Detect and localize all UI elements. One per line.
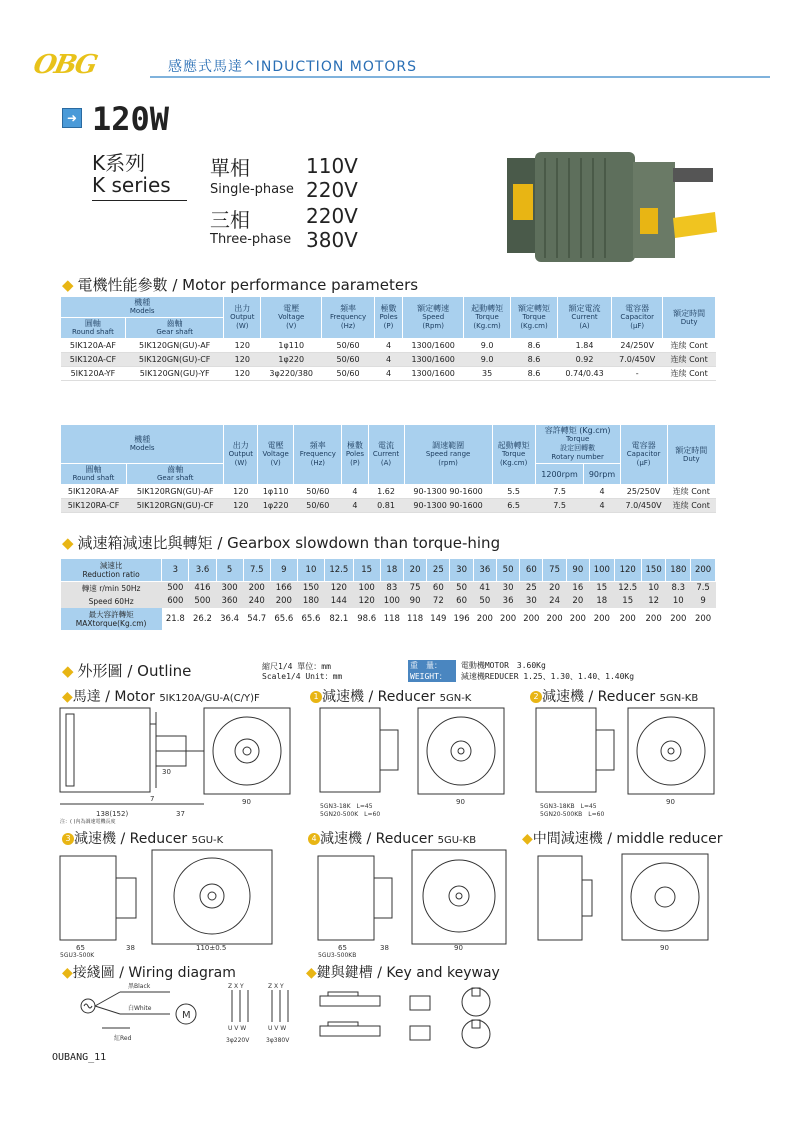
svg-text:110±0.5: 110±0.5 bbox=[196, 944, 227, 952]
svg-text:Z X Y: Z X Y bbox=[228, 983, 244, 990]
reducer2-label: 2 減速機 / Reducer 5GN-KB bbox=[530, 686, 698, 706]
motor-label: ◆馬達 / Motor 5IK120A/GU-A(C/Y)F bbox=[62, 689, 260, 705]
reducer4-drawing bbox=[308, 846, 518, 958]
weight-box: 重 量： 電動機MOTOR 3.60Kg WEIGHT： 減速機REDUCER 1.25、1.30、1.40、1.40Kg bbox=[410, 661, 635, 681]
svg-text:5GU3-500K: 5GU3-500K bbox=[60, 952, 95, 958]
ratio-cell: 120 bbox=[353, 595, 380, 608]
page-footer: OUBANG_11 bbox=[52, 1052, 107, 1063]
ratio-cell: 30 bbox=[496, 582, 519, 596]
ratio-cell: 180 bbox=[666, 559, 691, 582]
ratio-cell: 36.4 bbox=[220, 613, 240, 624]
key-diagram bbox=[310, 982, 510, 1052]
ratio-cell: 20 bbox=[543, 582, 566, 596]
svg-text:注：( )內為調速電機長度: 注：( )內為調速電機長度 bbox=[60, 819, 116, 824]
ratio-cell: 26.2 bbox=[193, 613, 212, 624]
ratio-cell: 21.8 bbox=[165, 613, 185, 624]
svg-text:65: 65 bbox=[76, 944, 85, 952]
svg-text:90: 90 bbox=[666, 798, 675, 806]
svg-text:90: 90 bbox=[454, 944, 463, 952]
reducer4-label: 4 減速機 / Reducer 5GU-KB bbox=[308, 828, 476, 848]
ratio-cell: 360 bbox=[216, 595, 243, 608]
svg-text:38: 38 bbox=[126, 944, 135, 952]
ratio-cell: 5 bbox=[216, 559, 243, 582]
ratio-cell: 200 bbox=[569, 613, 586, 624]
three-cn: 三相 bbox=[210, 208, 250, 232]
ratio-cell: 9 bbox=[270, 559, 297, 582]
ratio-cell: 18 bbox=[380, 559, 403, 582]
ratio-cell: 10 bbox=[641, 582, 666, 596]
reducer3-label: 3 減速機 / Reducer 5GU-K bbox=[62, 828, 223, 848]
ratio-cell: 200 bbox=[619, 613, 636, 624]
svg-text:Z X Y: Z X Y bbox=[268, 983, 284, 990]
ratio-cell: 83 bbox=[380, 582, 403, 596]
ratio-cell: 16 bbox=[566, 582, 589, 596]
table-row: 5IK120A-YF 5IK120GN(GU)-YF 120 3φ220/380 50/60 4 1300/1600 35 8.6 0.74/0.43 - 连续 Cont bbox=[61, 367, 716, 381]
ratio-cell: 166 bbox=[270, 582, 297, 596]
ratio-table: 減速比 Reduction ratio 3 3.6 5 7.5 9 10 12.5 15 18 20 25 30 36 50 60 75 90 100 120 150 180 200 轉速 r/min 50Hz 500 416 300 200 166 150 120 100 83 75 60 50 41 30 25 20 16 15 12.5 10 8.3 7.5 Speed 60Hz 600 500 360 240 200 180 144 120 100 90 72 60 50 36 30 24 20 18 15 12 10 9 最大容許轉矩 MAXtorque(Kg.cm) 21.8 26.2 36.4 54.7 65.6 65.6 82.1 98.6 118 118 149 196 200 200 200 200 200 200 200 200 200 200 bbox=[60, 558, 716, 630]
ratio-cell: 30 bbox=[450, 559, 473, 582]
ratio-cell: 416 bbox=[189, 582, 216, 596]
ratio-cell: 65.6 bbox=[301, 613, 321, 624]
voltage-4: 380V bbox=[306, 228, 358, 252]
ratio-cell: 15 bbox=[589, 582, 614, 596]
ratio-cell: 82.1 bbox=[329, 613, 349, 624]
ratio-cell: 200 bbox=[523, 613, 540, 624]
svg-text:M: M bbox=[182, 1010, 191, 1021]
ratio-cell: 100 bbox=[380, 595, 403, 608]
middle-reducer-drawing bbox=[530, 850, 730, 958]
ratio-cell: 98.6 bbox=[357, 613, 377, 624]
voltage-2: 220V bbox=[306, 178, 358, 202]
svg-text:U V W: U V W bbox=[228, 1025, 247, 1032]
ratio-cell: 200 bbox=[476, 613, 493, 624]
perf-table-2: 機種 Models 出力 Output (W) 電壓 Voltage (V) 頻率 Frequency (Hz) 極數 Poles (P) 電流 Current (A) 調速範圍 Speed range (rpm) 起動轉矩 Torque (Kg.cm) 容許轉矩 (Kg.cm) Torque 設定回轉數 Rotary number 電容器 Capacitor (μF) 額定時間 Duty 圓軸 Round shaft 齒軸 Gear shaft 1200rpm 90rpm 5IK120RA-AF 5IK120RGN(GU)-AF 120 1φ110 50/60 4 1.62 90-1300 90-1600 5.5 7.5 4 25/250V 连续 Cont 5IK120RA-CF 5IK120RGN(GU)-CF 120 1φ220 50/60 4 0.81 90-1300 90-1600 6.5 7.5 4 7.0/450V 连续 Cont bbox=[60, 424, 716, 513]
power-rating: 120W bbox=[92, 100, 170, 138]
svg-text:紅Red: 紅Red bbox=[114, 1035, 132, 1042]
svg-text:5GN20-500K L=60: 5GN20-500K L=60 bbox=[320, 811, 381, 818]
ratio-cell: 20 bbox=[566, 595, 589, 608]
reducer1-drawing bbox=[310, 704, 520, 824]
table-row: 5IK120RA-CF 5IK120RGN(GU)-CF 120 1φ220 50/60 4 0.81 90-1300 90-1600 6.5 7.5 4 7.0/450V 连续 Cont bbox=[61, 499, 716, 513]
gear-section-title: ◆ 減速箱減速比與轉矩 / Gearbox slowdown than torque-hing bbox=[62, 534, 501, 552]
reducer2-drawing bbox=[530, 704, 740, 824]
svg-text:65: 65 bbox=[338, 944, 347, 952]
svg-text:5GN3-18KB L=45: 5GN3-18KB L=45 bbox=[540, 803, 597, 810]
ratio-cell: 7.5 bbox=[691, 582, 716, 596]
ratio-cell: 144 bbox=[325, 595, 354, 608]
svg-text:U V W: U V W bbox=[268, 1025, 287, 1032]
ratio-cell: 90 bbox=[566, 559, 589, 582]
ratio-cell: 36 bbox=[496, 595, 519, 608]
ratio-cell: 200 bbox=[546, 613, 563, 624]
ratio-cell: 118 bbox=[383, 613, 400, 624]
ratio-cell: 200 bbox=[499, 613, 517, 624]
ratio-cell: 500 bbox=[162, 582, 189, 596]
svg-text:5GN20-500KB L=60: 5GN20-500KB L=60 bbox=[540, 811, 605, 818]
voltage-1: 110V bbox=[306, 154, 358, 178]
models-header: 機種 Models bbox=[61, 297, 224, 318]
ratio-cell: 60 bbox=[427, 582, 450, 596]
ratio-cell: 90 bbox=[403, 595, 426, 608]
svg-text:30: 30 bbox=[162, 768, 171, 776]
table-row: 5IK120A-CF 5IK120GN(GU)-CF 120 1φ220 50/60 4 1300/1600 9.0 8.6 0.92 7.0/450V 连续 Cont bbox=[61, 353, 716, 367]
ratio-cell: 3 bbox=[162, 559, 189, 582]
ratio-cell: 41 bbox=[473, 582, 496, 596]
svg-text:138(152): 138(152) bbox=[96, 810, 129, 818]
ratio-cell: 30 bbox=[520, 595, 543, 608]
ratio-cell: 12 bbox=[641, 595, 666, 608]
ratio-cell: 8.3 bbox=[666, 582, 691, 596]
svg-text:90: 90 bbox=[660, 944, 669, 952]
ratio-cell: 300 bbox=[216, 582, 243, 596]
svg-text:90: 90 bbox=[456, 798, 465, 806]
key-title: ◆鍵與鍵槽 / Key and keyway bbox=[306, 965, 500, 981]
ratio-cell: 149 bbox=[430, 613, 447, 624]
ratio-cell: 18 bbox=[589, 595, 614, 608]
ratio-cell: 15 bbox=[614, 595, 641, 608]
header-title: 感應式馬達^INDUCTION MOTORS bbox=[168, 59, 418, 75]
header-divider bbox=[150, 76, 770, 78]
ratio-cell: 100 bbox=[353, 582, 380, 596]
single-cn: 單相 bbox=[210, 156, 250, 180]
ratio-cell: 240 bbox=[243, 595, 270, 608]
ratio-cell: 120 bbox=[325, 582, 354, 596]
perf-table-1: 機種 Models 出力 Output (W) 電壓 Voltage (V) 頻率 Frequency (Hz) 極數 Poles (P) 額定轉速 Speed (Rpm) 起動轉矩 Torque (Kg.cm) 額定轉矩 Torque (Kg.cm) 額定電流 Current (A) 電容器 Capacitor (μF) 額定時間 Duty 圓軸 Round shaft 齒軸 Gear shaft 5IK120A-AF 5IK120GN(GU)-AF 120 1φ110 50/60 4 1300/1600 9.0 8.6 1.84 24/250V 连续 Cont 5IK120A-CF 5IK120GN(GU)-CF 120 1φ220 50/60 4 1300/1600 9.0 8.6 0.92 7.0/450V 连续 Cont 5IK120A-YF 5IK120GN(GU)-YF 120 3φ220/380 50/60 4 1300/1600 35 8.6 0.74/0.43 - 连续 Cont bbox=[60, 296, 716, 381]
svg-text:90: 90 bbox=[242, 798, 251, 806]
ratio-cell: 24 bbox=[543, 595, 566, 608]
motor-photo bbox=[505, 148, 720, 268]
voltage-3: 220V bbox=[306, 204, 358, 228]
ratio-cell: 9 bbox=[691, 595, 716, 608]
ratio-cell: 10 bbox=[666, 595, 691, 608]
ratio-cell: 10 bbox=[297, 559, 324, 582]
perf-section-title: ◆ 電機性能參數 / Motor performance parameters bbox=[62, 276, 419, 294]
ratio-cell: 200 bbox=[670, 613, 687, 624]
scale-note: 縮尺1/4 單位：mm Scale1/4 Unit：mm bbox=[262, 662, 343, 681]
ratio-cell: 12.5 bbox=[325, 559, 354, 582]
three-en: Three-phase bbox=[210, 232, 292, 247]
ratio-cell: 75 bbox=[543, 559, 566, 582]
svg-text:5GN3-18K L=45: 5GN3-18K L=45 bbox=[320, 803, 373, 810]
svg-text:3φ380V: 3φ380V bbox=[266, 1037, 290, 1044]
svg-text:5GU3-500KB: 5GU3-500KB bbox=[318, 952, 357, 958]
ratio-cell: 50 bbox=[450, 582, 473, 596]
svg-text:7: 7 bbox=[150, 795, 155, 803]
ratio-cell: 150 bbox=[641, 559, 666, 582]
ratio-cell: 200 bbox=[593, 613, 610, 624]
svg-text:3φ220V: 3φ220V bbox=[226, 1037, 250, 1044]
ratio-cell: 60 bbox=[450, 595, 473, 608]
ratio-cell: 25 bbox=[427, 559, 450, 582]
ratio-cell: 500 bbox=[189, 595, 216, 608]
middle-reducer-label: ◆中間減速機 / middle reducer bbox=[522, 831, 723, 847]
ratio-cell: 200 bbox=[694, 613, 712, 624]
ratio-cell: 12.5 bbox=[614, 582, 641, 596]
ratio-cell: 72 bbox=[427, 595, 450, 608]
ratio-cell: 60 bbox=[520, 559, 543, 582]
ratio-cell: 120 bbox=[614, 559, 641, 582]
ratio-cell: 196 bbox=[453, 613, 470, 624]
ratio-cell: 200 bbox=[270, 595, 297, 608]
series-label bbox=[92, 152, 171, 196]
wiring-diagram bbox=[60, 982, 300, 1052]
svg-text:38: 38 bbox=[380, 944, 389, 952]
table-row: 5IK120RA-AF 5IK120RGN(GU)-AF 120 1φ110 50/60 4 1.62 90-1300 90-1600 5.5 7.5 4 25/250V 连续 Cont bbox=[61, 485, 716, 499]
ratio-cell: 50 bbox=[496, 559, 519, 582]
ratio-cell: 54.7 bbox=[247, 613, 267, 624]
ratio-cell: 200 bbox=[243, 582, 270, 596]
ratio-cell: 200 bbox=[691, 559, 716, 582]
svg-text:37: 37 bbox=[176, 810, 185, 818]
ratio-cell: 7.5 bbox=[243, 559, 270, 582]
ratio-cell: 65.6 bbox=[274, 613, 294, 624]
ratio-cell: 3.6 bbox=[189, 559, 216, 582]
ratio-cell: 36 bbox=[473, 559, 496, 582]
ratio-cell: 200 bbox=[645, 613, 662, 624]
ratio-cell: 100 bbox=[589, 559, 614, 582]
ratio-cell: 20 bbox=[403, 559, 426, 582]
reducer3-drawing bbox=[56, 846, 296, 958]
reducer1-label: 1 減速機 / Reducer 5GN-K bbox=[310, 686, 471, 706]
ratio-cell: 600 bbox=[162, 595, 189, 608]
wiring-title: ◆接綫圖 / Wiring diagram bbox=[62, 965, 236, 981]
ratio-cell: 118 bbox=[406, 613, 424, 624]
motor-drawing bbox=[56, 704, 296, 824]
ratio-cell: 150 bbox=[297, 582, 324, 596]
series-underline bbox=[92, 200, 187, 201]
outline-title: ◆ 外形圖 / Outline bbox=[62, 662, 192, 680]
ratio-cell: 25 bbox=[520, 582, 543, 596]
ratio-cell: 15 bbox=[353, 559, 380, 582]
series-en: K series bbox=[92, 173, 171, 197]
table-row: 5IK120A-AF 5IK120GN(GU)-AF 120 1φ110 50/60 4 1300/1600 9.0 8.6 1.84 24/250V 连续 Cont bbox=[61, 339, 716, 353]
ratio-cell: 75 bbox=[403, 582, 426, 596]
series-cn: K系列 bbox=[92, 151, 146, 175]
brand-logo: OBG bbox=[30, 50, 99, 80]
page-header bbox=[30, 48, 770, 80]
arrow-icon: ➜ bbox=[62, 108, 82, 128]
svg-text:白White: 白White bbox=[128, 1005, 152, 1012]
single-en: Single-phase bbox=[210, 182, 294, 197]
svg-text:黑Black: 黑Black bbox=[128, 983, 151, 990]
ratio-cell: 180 bbox=[297, 595, 324, 608]
ratio-cell: 50 bbox=[473, 595, 496, 608]
